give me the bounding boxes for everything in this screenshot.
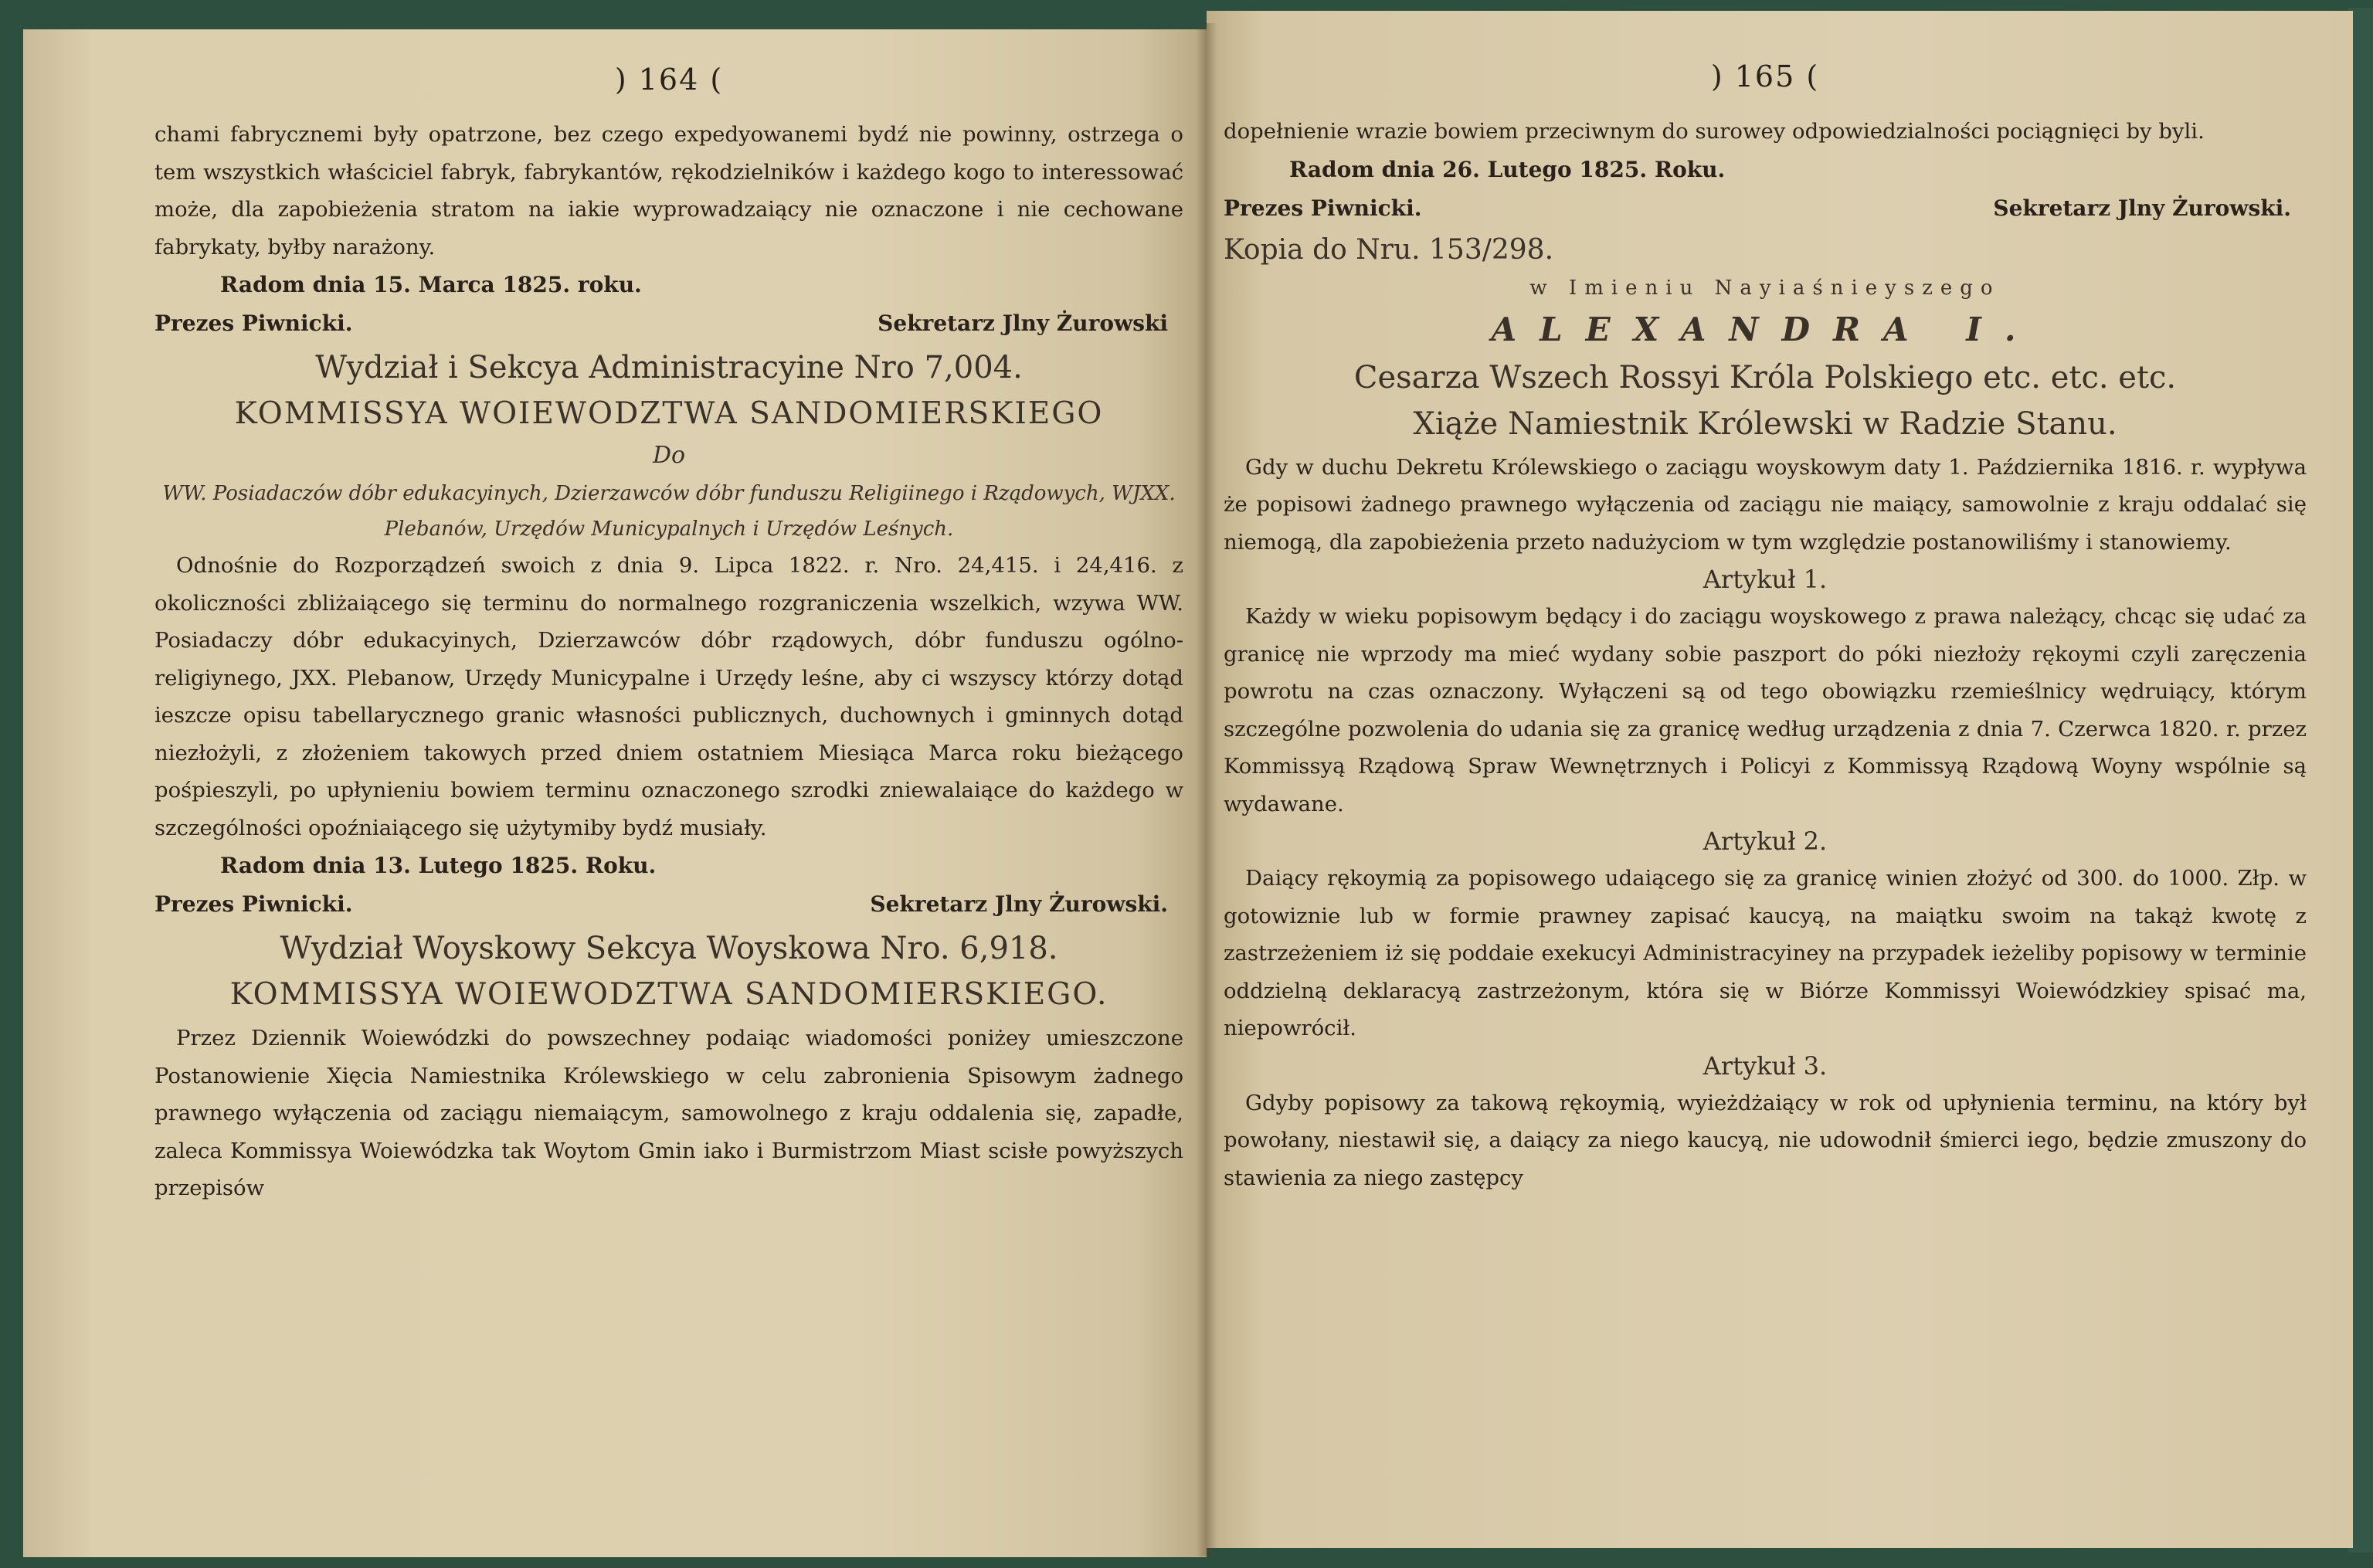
left-sekretarz-2: Sekretarz Jlny Żurowski.	[870, 891, 1168, 917]
left-department-1: Wydział i Sekcya Administracyine Nro 7,004.	[315, 350, 1023, 385]
left-paragraph-1: chami fabrycznemi były opatrzone, bez czego expedyowanemi bydź nie powinny, ostrzega o tem wszystkich właściciel fabryk, fabrykantów, rękodzielników i każdego kogo to interessować może, dla zapobieżenia stratom na iakie wyprowadzaiący nie oznaczone i nie cechowane fabrykaty, byłby narażony.	[154, 122, 1183, 260]
right-signatures-1	[1224, 189, 2307, 228]
left-paragraph-3: Przez Dziennik Woiewódzki do powszechney podaiąc wiadomości poniżey umieszczone Postanowienie Xięcia Namiestnika Królewskiego w celu zabronienia Spisowym żadnego prawnego wyłączenia od zaciągu niemaiącym, samowolnego z kraju oddalenia się, zapadłe, zaleca Kommissya Woiewódzka tak Woytom Gmin iako i Burmistrzom Miast scisłe powyższych przepisów	[154, 1026, 1183, 1200]
right-paragraph-1: dopełnienie wrazie bowiem przeciwnym do surowey odpowiedzialności pociągnięci by byli.	[1224, 119, 2205, 144]
left-commission-1: KOMMISSYA WOIEWODZTWA SANDOMIERSKIEGO	[234, 396, 1104, 431]
left-commission-2: KOMMISSYA WOIEWODZTWA SANDOMIERSKIEGO.	[229, 977, 1108, 1012]
left-prezes-2: Prezes Piwnicki.	[154, 891, 353, 917]
left-signatures-1	[154, 304, 1183, 343]
right-article-3-text: Gdyby popisowy za takową rękoymią, wyieżdżaiący w rok od upłynienia terminu, na który był powołany, niestawił się, a daiący za niego kaucyą, nie udowodnił śmierci iego, będzie zmuszony do stawienia za niego zastępcy	[1224, 1090, 2307, 1190]
left-paragraph-2: Odnośnie do Rozporządzeń swoich z dnia 9. Lipca 1822. r. Nro. 24,415. i 24,416. z okoliczności zbliżaiącego się terminu do normalnego rozgraniczenia wszelkich, wzywa WW. Posiadaczy dóbr edukacyinych, Dzierzawców dóbr rządowych, dóbr funduszu ogólno-religiynego, JXX. Plebanow, Urzędy Municypalne i Urzędy leśne, aby ci wszyscy którzy dotąd ieszcze opisu tabellarycznego granic własności publicznych, duchownych i gminnych dotąd niezłożyli, z złożeniem takowych przed dniem ostatniem Miesiąca Marca roku bieżącego pośpieszyli, po upłynieniu bowiem terminu oznaczonego szrodki zniewalaiące do każdego w szczególności opoźniaiącego się użytymiby bydź musiały.	[154, 553, 1183, 840]
right-article-1-text: Każdy w wieku popisowym będący i do zaciągu woyskowego z prawa należący, chcąc się udać za granicę nie wprzody ma mieć wydany sobie paszport do póki niezłoży rękoymi czyli zaręczenia powrotu na czas oznaczony. Wyłączeni są od tego obowiązku rzemieślnicy wędruiący, którym szczególne pozwolenia do udania się za granicę według urządzenia z dnia 7. Czerwca 1820. r. przez Kommissyą Rządową Spraw Wewnętrznych i Policyi z Kommissyą Rządową Woyny wspólnie są wydawane.	[1224, 604, 2307, 816]
right-article-1: Artykuł 1.	[1703, 565, 1828, 594]
left-page-number: ) 164 (	[614, 63, 724, 97]
right-kopia: Kopia do Nru. 153/298.	[1224, 233, 1554, 266]
left-date-1: Radom dnia 15. Marca 1825. roku.	[220, 272, 642, 297]
left-sekretarz-1: Sekretarz Jlny Żurowski	[878, 311, 1168, 336]
book-gutter	[1196, 23, 1217, 1556]
right-article-2-text: Daiący rękoymią za popisowego udaiącego się za granicę winien złożyć od 300. do 1000. Złp. w gotowiznie lub w formie prawney zapisać kaucyą, na maiątku swoim na takąż kwotę z zastrzeżeniem iż się poddaie exekucyi Administracyiney na przypadek ieżeliby popisowy w terminie oddzielną deklaracyą zastrzeżonym, która się w Biórze Kommissyi Woiewódzkiey spisać ma, niepowrócił.	[1224, 866, 2307, 1040]
left-addressees: WW. Posiadaczów dóbr edukacyinych, Dzierzawców dóbr funduszu Religiinego i Rządowych, WJXX. Plebanów, Urzędów Municypalnych i Urzędów Leśnych.	[162, 482, 1176, 541]
right-page-number: ) 165 (	[1710, 59, 1820, 93]
right-alexander: ALEXANDRA I.	[1491, 310, 2039, 348]
right-paragraph-2: Gdy w duchu Dekretu Królewskiego o zaciągu woyskowym daty 1. Października 1816. r. wypływa że popisowi żadnego prawnego wyłączenia od zaciągu nie maiący, samowolnie z kraju oddalać się niemogą, dla zapobieżenia przeto nadużyciom w tym względzie postanowiliśmy i stanowiemy.	[1224, 454, 2307, 555]
right-sekretarz-1: Sekretarz Jlny Żurowski.	[1993, 195, 2291, 221]
right-article-2: Artykuł 2.	[1703, 826, 1828, 856]
right-imieniu: w Imieniu Nayiaśnieyszego	[1529, 276, 2001, 300]
left-signatures-2	[154, 885, 1183, 924]
right-xiaze: Xiąże Namiestnik Królewski w Radzie Stanu.	[1413, 406, 2117, 442]
right-date-1: Radom dnia 26. Lutego 1825. Roku.	[1289, 156, 1726, 182]
left-do: Do	[652, 442, 686, 469]
right-prezes-1: Prezes Piwnicki.	[1224, 195, 1422, 221]
left-prezes-1: Prezes Piwnicki.	[154, 311, 353, 336]
right-article-3: Artykuł 3.	[1703, 1050, 1828, 1081]
left-date-2: Radom dnia 13. Lutego 1825. Roku.	[220, 853, 657, 878]
right-cesarza: Cesarza Wszech Rossyi Króla Polskiego etc. etc. etc.	[1353, 359, 2177, 395]
left-department-2: Wydział Woyskowy Sekcya Woyskowa Nro. 6,918.	[280, 931, 1058, 966]
right-page	[1207, 11, 2353, 1548]
left-page	[23, 29, 1207, 1557]
